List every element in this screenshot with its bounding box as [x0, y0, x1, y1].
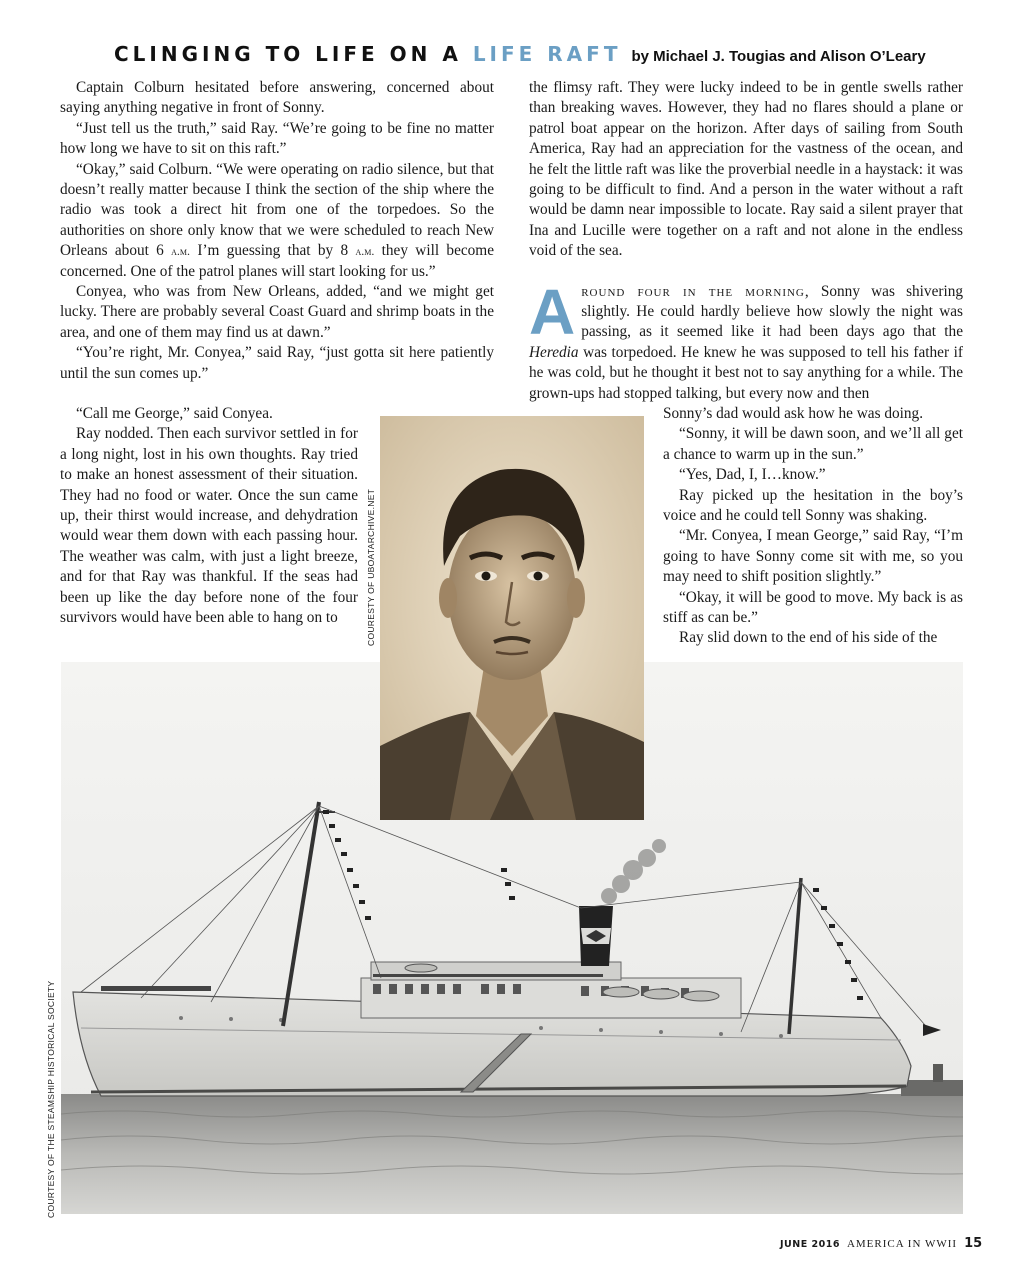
article-title-accent: LIFE RAFT [472, 42, 622, 66]
paragraph: Ray nodded. Then each survivor settled in for a long night, lost in his own thoughts. Ray tried to make an honest assessment of their situation. They had no food or water. Once the sun came up, their thirst would increase, and dehydration would wear them down with each passing hour. The weather was calm, with just a light breeze, and for that Ray was thankful. If the seas had been up like the day before none of the four survivors would have been able to hang on to [60, 425, 358, 627]
paragraph: Conyea, who was from New Orleans, added, “and we might get lucky. There are probably several Coast Guard and shrimp boats in the area, and one of them may find us at dawn.” [60, 283, 494, 341]
paragraph: “Call me George,” said Conyea. [76, 405, 273, 422]
magazine-name: AMERICA IN WWII [846, 1238, 958, 1250]
paragraph: “Mr. Conyea, I mean George,” said Ray, “I’m going to have Sonny come sit with me, so you may need to shift position slightly.” [663, 527, 963, 586]
article-title: CLINGING TO LIFE ON A LIFE RAFT [114, 42, 622, 66]
right-column-top [529, 78, 963, 404]
paragraph: Captain Colburn hesitated before answering, concerned about saying anything negative in front of Sonny. [60, 79, 494, 117]
paragraph: Sonny’s dad would ask how he was doing. [663, 405, 924, 422]
byline: by Michael J. Tougias and Alison O’Leary [631, 48, 926, 65]
page-footer [780, 1234, 983, 1252]
section-lead: round four in the morning, [581, 282, 810, 300]
section-paragraph: Around four in the morning, Sonny was shivering slightly. He could hardly believe how slowly the night was passing, as it seemed like it had been days ago that the Heredia was torpedoed. He knew he was supposed to tell his father if he was cold, but he thought it best not to say anything for a while. The grown-ups had stopped talking, but every now and then [529, 275, 964, 402]
left-column-top [60, 78, 494, 384]
portrait-credit: COURESTY OF UBOATARCHIVE.NET [366, 488, 376, 646]
issue-date: JUNE 2016 [780, 1239, 840, 1250]
paragraph: “Yes, Dad, I, I…know.” [679, 466, 826, 484]
portrait-photo [380, 416, 644, 820]
ship-credit: COURTESY OF THE STEAMSHIP HISTORICAL SOCIETY [46, 980, 56, 1218]
paragraph: the flimsy raft. They were lucky indeed to be in gentle swells rather than breaking waves. However, they had no flares should a plane or patrol boat appear on the horizon. After days of sailing from South America, Ray had an appreciation for the vastness of the ocean, and he felt the little raft was like the proverbial needle in a haystack: it was going to be difficult to find. And a person in the water without a raft would be damn near impossible to locate. Ray said a silent prayer that Ina and Lucille were together on a raft and not alone in the endless void of the sea. [529, 79, 963, 260]
paragraph: Ray picked up the hesitation in the boy’s voice and he could tell Sonny was shaking. [663, 486, 963, 525]
drop-cap: A [529, 275, 576, 348]
left-column-narrow [60, 404, 358, 628]
paragraph: “Okay,” said Colburn. “We were operating on radio silence, but that doesn’t really matter because I think the section of the ship where the radio was took a direct hit from one of the torpedoes. So the authorities on shore only know that we were scheduled to reach New Orleans about 6 a.m. I’m guessing that by 8 a.m. they will become concerned. One of the patrol planes will start looking for us.” [60, 160, 494, 280]
paragraph: Ray slid down to the end of his side of the [679, 629, 938, 647]
paragraph: “You’re right, Mr. Conyea,” said Ray, “just gotta sit here patiently until the sun comes up.” [60, 344, 494, 382]
page-number: 15 [964, 1236, 983, 1251]
paragraph: “Sonny, it will be dawn soon, and we’ll all get a chance to warm up in the sun.” [663, 425, 963, 463]
paragraph: “Just tell us the truth,” said Ray. “We’re going to be fine no matter how long we have to sit on this raft.” [60, 119, 494, 158]
article-header [114, 42, 1014, 74]
right-column-narrow [663, 404, 963, 649]
paragraph: “Okay, it will be good to move. My back is as stiff as can be.” [663, 588, 963, 627]
ship-name: Heredia [529, 343, 579, 361]
